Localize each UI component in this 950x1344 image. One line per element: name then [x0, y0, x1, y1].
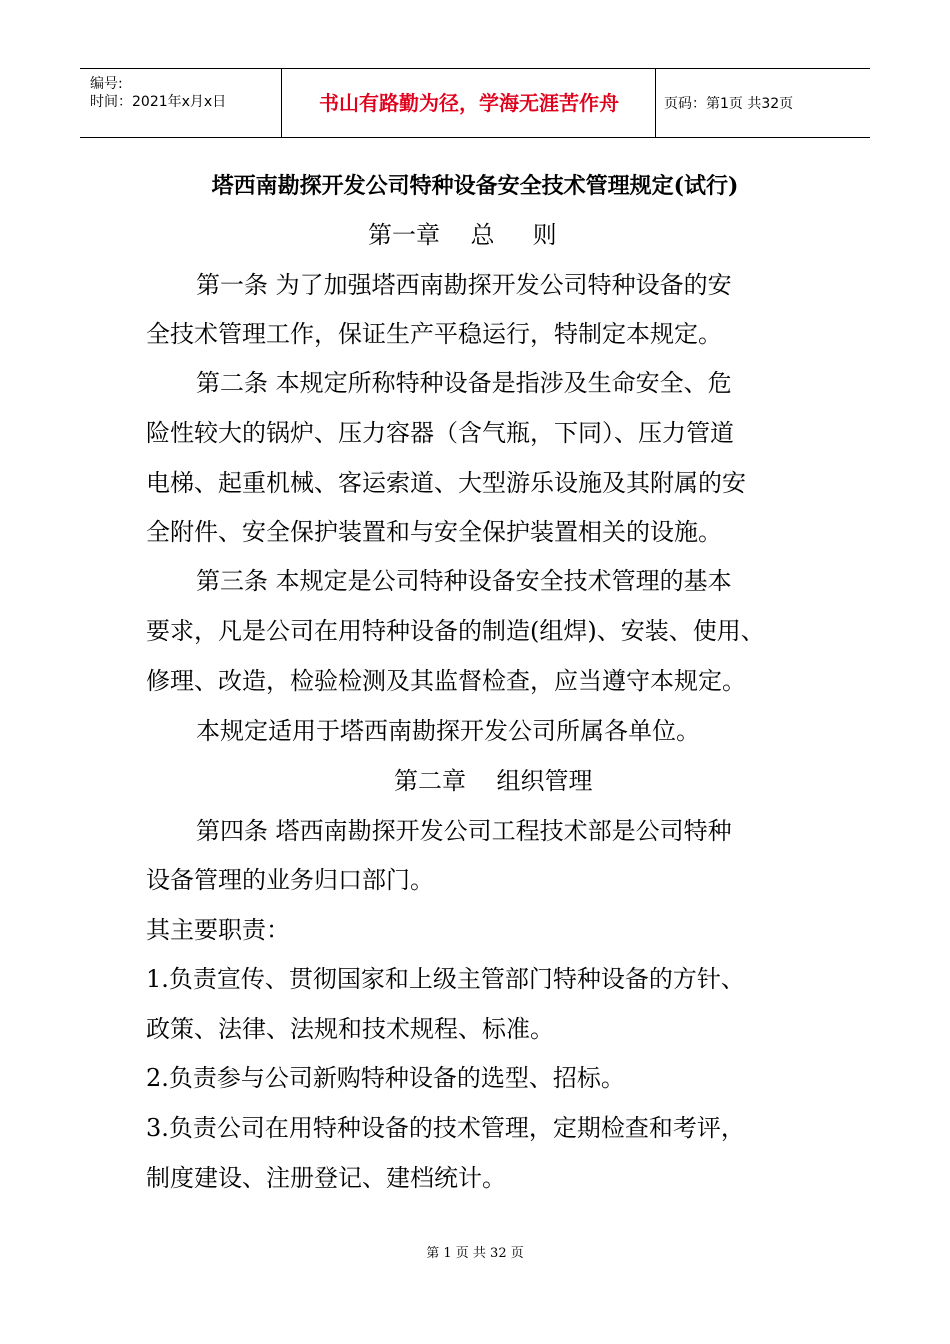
- chapter-2-heading: 第二章 组织管理: [394, 767, 593, 795]
- paragraph-line: 1.负责宣传、贯彻国家和上级主管部门特种设备的方针、: [146, 965, 745, 993]
- page-indicator: 页码：第1页 共32页: [664, 96, 794, 112]
- motto: 书山有路勤为径，学海无涯苦作舟: [319, 91, 619, 115]
- paragraph-line: 本规定适用于塔西南勘探开发公司所属各单位。: [196, 717, 700, 745]
- paragraph-line: 要求，凡是公司在用特种设备的制造(组焊)、安装、使用、: [146, 617, 765, 645]
- paragraph-line: 2.负责参与公司新购特种设备的选型、招标。: [146, 1064, 625, 1092]
- paragraph-line: 政策、法律、法规和技术规程、标准。: [146, 1015, 554, 1043]
- header-right-cell: [656, 69, 870, 137]
- paragraph-line: 第一条 为了加强塔西南勘探开发公司特种设备的安: [196, 271, 732, 299]
- paragraph-line: 电梯、起重机械、客运索道、大型游乐设施及其附属的安: [146, 469, 746, 497]
- paragraph-line: 其主要职责：: [146, 916, 290, 944]
- paragraph-line: 第三条 本规定是公司特种设备安全技术管理的基本: [196, 567, 732, 595]
- date-label: 时间：2021年x月x日: [90, 94, 227, 110]
- paragraph-line: 第四条 塔西南勘探开发公司工程技术部是公司特种: [196, 817, 732, 845]
- document-title: 塔西南勘探开发公司特种设备安全技术管理规定(试行): [211, 173, 739, 199]
- page-footer: 第 1 页 共 32 页: [426, 1246, 524, 1261]
- paragraph-line: 全技术管理工作，保证生产平稳运行，特制定本规定。: [146, 320, 722, 348]
- paragraph-line: 险性较大的锅炉、压力容器（含气瓶，下同）、压力管道: [146, 419, 734, 447]
- chapter-1-heading: 第一章 总 则: [368, 221, 557, 249]
- paragraph-line: 全附件、安全保护装置和与安全保护装置相关的设施。: [146, 518, 722, 546]
- header-middle-cell: [282, 69, 656, 137]
- header-left-cell: [80, 69, 282, 137]
- paragraph-line: 修理、改造，检验检测及其监督检查，应当遵守本规定。: [146, 667, 746, 695]
- paragraph-line: 设备管理的业务归口部门。: [146, 866, 434, 894]
- number-label: 编号:: [90, 76, 123, 92]
- paragraph-line: 第二条 本规定所称特种设备是指涉及生命安全、危: [196, 369, 732, 397]
- paragraph-line: 制度建设、注册登记、建档统计。: [146, 1164, 506, 1192]
- paragraph-line: 3.负责公司在用特种设备的技术管理，定期检查和考评，: [146, 1114, 745, 1142]
- page-header: [80, 68, 870, 138]
